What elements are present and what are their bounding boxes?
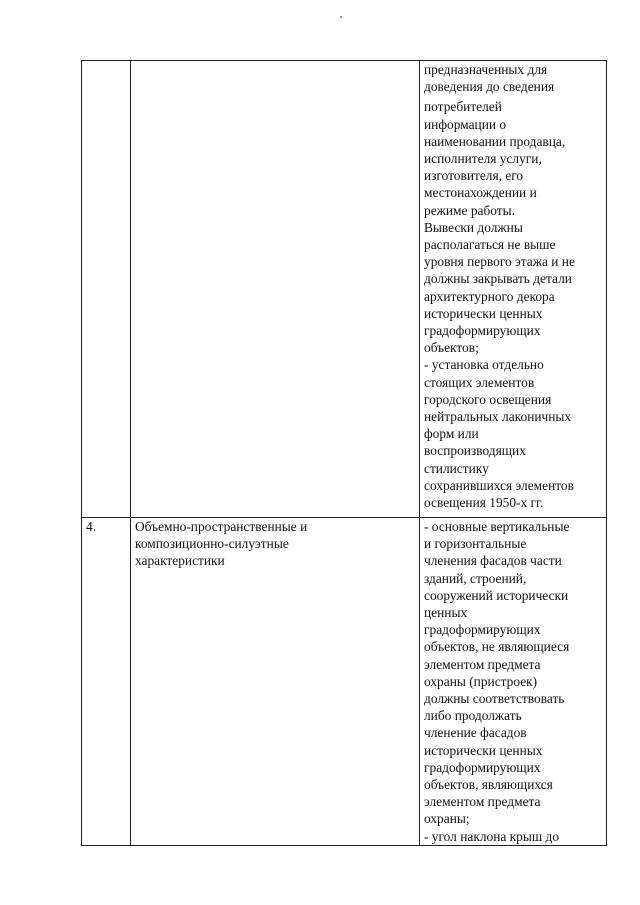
- requirement-line: объектов;: [424, 340, 479, 356]
- requirement-line: наименовании продавца,: [424, 133, 566, 149]
- row-number: 4.: [86, 519, 97, 534]
- requirement-line: должны соответствовать: [424, 691, 565, 707]
- requirement-line: зданий, строений,: [424, 570, 527, 586]
- characteristic-name-cell: [131, 61, 420, 518]
- requirement-line: исполнителя услуги,: [424, 151, 542, 167]
- requirement-line: охраны (пристроек): [424, 673, 538, 689]
- requirement-line: доведения до сведения: [424, 79, 555, 95]
- row-number-cell: [82, 518, 131, 846]
- requirement-line: охраны;: [424, 811, 470, 827]
- requirement-line: городского освещения: [424, 391, 552, 407]
- characteristic-name-line: характеристики: [135, 553, 225, 569]
- characteristic-name-line: Объемно-пространственные и: [135, 519, 308, 534]
- requirement-line: градоформирующих: [424, 622, 541, 638]
- requirement-line: объектов, являющихся: [424, 777, 553, 793]
- requirement-line: Вывески должны: [424, 219, 523, 235]
- requirement-line: должны закрывать детали: [424, 271, 572, 287]
- requirement-line: элементом предмета: [424, 794, 541, 810]
- table-row: [82, 518, 607, 846]
- characteristic-name-line: композиционно-силуэтные: [135, 536, 289, 552]
- regulation-table: [81, 60, 607, 846]
- requirement-line: потребителей: [424, 99, 502, 115]
- requirement-line: стоящих элементов: [424, 374, 535, 390]
- scan-speck: [340, 16, 342, 18]
- requirement-line: членение фасадов: [424, 725, 527, 741]
- requirement-line: сохранившихся элементов: [424, 477, 574, 493]
- requirement-line: форм или: [424, 426, 479, 442]
- requirement-line: воспроизводящих: [424, 443, 526, 459]
- requirement-line: исторически ценных: [424, 305, 543, 321]
- requirement-line: градоформирующих: [424, 759, 541, 775]
- requirements-cell: [420, 518, 607, 846]
- requirement-line: - основные вертикальные: [424, 519, 570, 534]
- characteristic-name-cell: [131, 518, 420, 846]
- requirement-line: режиме работы.: [424, 202, 515, 218]
- requirement-line: освещения 1950-х гг.: [424, 495, 544, 511]
- requirement-line: - установка отдельно: [424, 357, 544, 373]
- requirements-cell: [420, 61, 607, 518]
- requirement-line: предназначенных для: [424, 62, 548, 77]
- requirement-line: располагаться не выше: [424, 237, 556, 253]
- requirement-line: либо продолжать: [424, 708, 522, 724]
- requirement-line: уровня первого этажа и не: [424, 254, 575, 270]
- requirement-line: элементом предмета: [424, 656, 541, 672]
- requirement-line: информации о: [424, 116, 507, 132]
- requirement-line: стилистику: [424, 460, 489, 476]
- requirement-line: сооружений исторически: [424, 587, 569, 603]
- requirement-line: исторически ценных: [424, 742, 543, 758]
- requirement-line: объектов, не являющиеся: [424, 639, 570, 655]
- row-number-cell: [82, 61, 131, 518]
- requirement-line: и горизонтальные: [424, 536, 527, 552]
- requirement-line: архитектурного декора: [424, 288, 555, 304]
- table-row: [82, 61, 607, 518]
- requirement-line: нейтральных лаконичных: [424, 409, 572, 425]
- requirement-line: изготовителя, его: [424, 168, 524, 184]
- requirement-line: ценных: [424, 605, 468, 621]
- requirement-line: градоформирующих: [424, 323, 541, 339]
- requirement-line: членения фасадов части: [424, 553, 562, 569]
- requirement-line: местонахождении и: [424, 185, 537, 201]
- requirement-line: - угол наклона крыш до: [424, 828, 560, 844]
